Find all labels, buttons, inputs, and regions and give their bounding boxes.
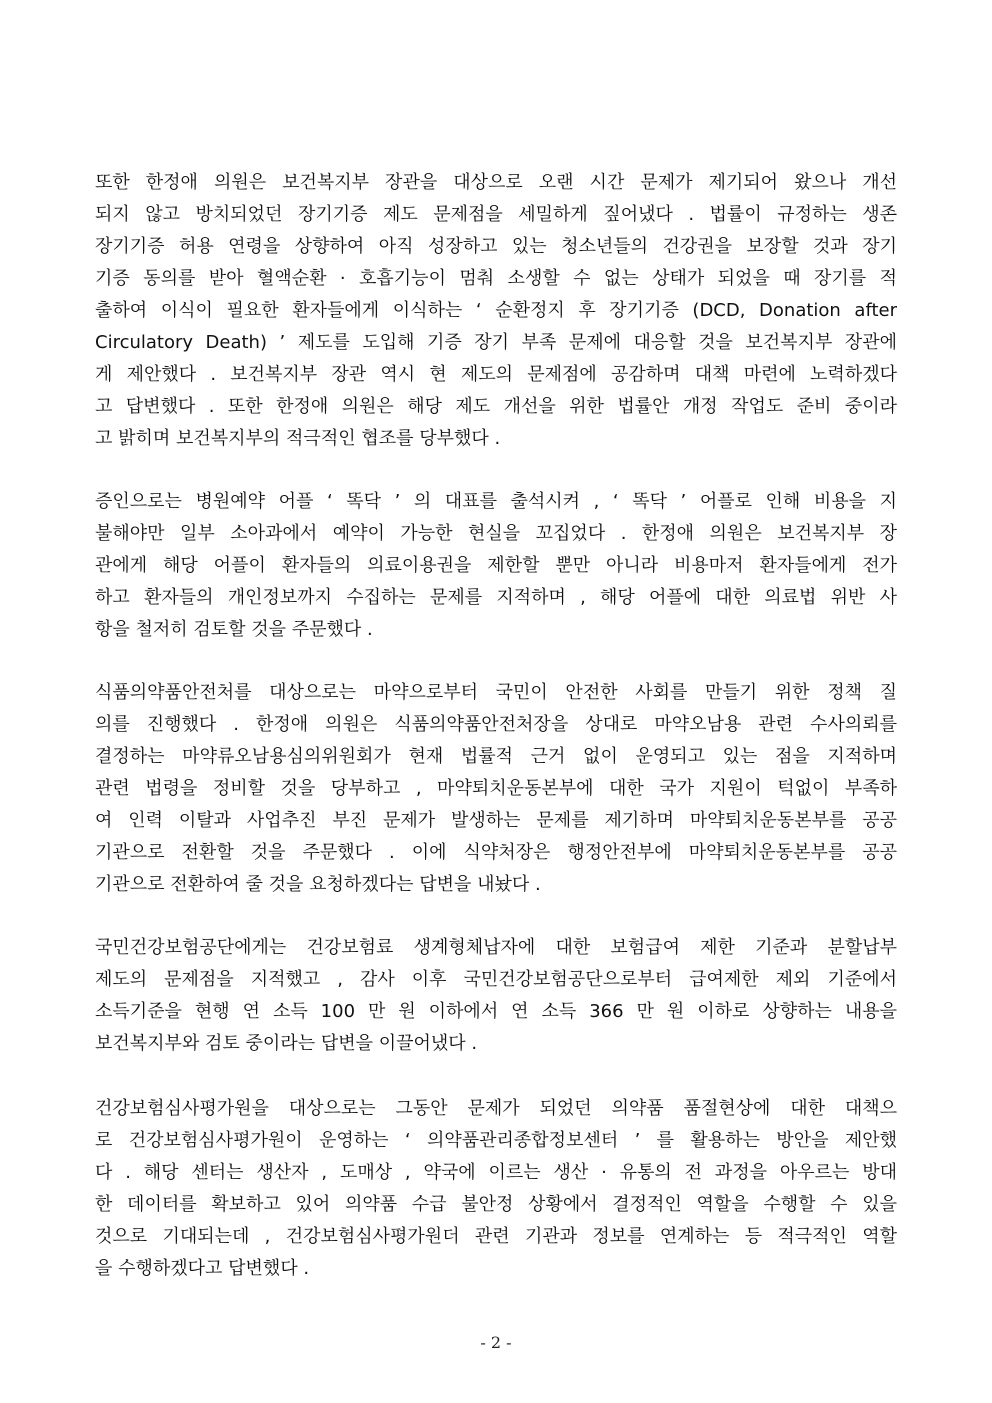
text-line: 관에게 해당 어플이 환자들의 의료이용권을 제한할 뿐만 아니라 비용마저 환자들에게 전가 (95, 555, 897, 576)
text-line: 건강보험심사평가원을 대상으로는 그동안 문제가 되었던 의약품 품절현상에 대한 대책으 (95, 1098, 897, 1119)
text-line: 고 밝히며 보건복지부의 적극적인 협조를 당부했다 . (95, 428, 501, 449)
text-line: 관련 법령을 정비할 것을 당부하고 , 마약퇴치운동본부에 대한 국가 지원이 턱없이 부족하 (95, 778, 897, 799)
text-line: 출하여 이식이 필요한 환자들에게 이식하는 ‘ 순환정지 후 장기기증 (DCD, Donation after (95, 300, 897, 321)
text-line: 의를 진행했다 . 한정애 의원은 식품의약품안전처장을 상대로 마약오남용 관련 수사의뢰를 (95, 714, 897, 735)
text-line: 되지 않고 방치되었던 장기기증 제도 문제점을 세밀하게 짚어냈다 . 법률이 규정하는 생존 (95, 204, 897, 225)
text-line: 고 답변했다 . 또한 한정애 의원은 해당 제도 개선을 위한 법률안 개정 작업도 준비 중이라 (95, 396, 897, 417)
text-line: 또한 한정애 의원은 보건복지부 장관을 대상으로 오랜 시간 문제가 제기되어 왔으나 개선 (95, 172, 897, 193)
text-line: 다 . 해당 센터는 생산자 , 도매상 , 약국에 이르는 생산 · 유통의 전 과정을 아우르는 방대 (95, 1162, 897, 1183)
text-line: 것으로 기대되는데 , 건강보험심사평가원더 관련 기관과 정보를 연계하는 등 적극적인 역할 (95, 1226, 897, 1247)
text-line: 한 데이터를 확보하고 있어 의약품 수급 불안정 상황에서 결정적인 역할을 수행할 수 있을 (95, 1194, 897, 1215)
text-line: 결정하는 마약류오남용심의위원회가 현재 법률적 근거 없이 운영되고 있는 점을 지적하며 (95, 746, 897, 767)
text-line: 로 건강보험심사평가원이 운영하는 ‘ 의약품관리종합정보센터 ’ 를 활용하는 방안을 제안했 (95, 1130, 897, 1151)
text-line: 증인으로는 병원예약 어플 ‘ 똑닥 ’ 의 대표를 출석시켜 , ‘ 똑닥 ’ 어플로 인해 비용을 지 (95, 491, 897, 512)
text-line: 하고 환자들의 개인정보까지 수집하는 문제를 지적하며 , 해당 어플에 대한 의료법 위반 사 (95, 587, 897, 608)
page-number: - 2 - (480, 1333, 512, 1352)
paragraph-drug-safety (95, 677, 897, 901)
text-line: 제도의 문제점을 지적했고 , 감사 이후 국민건강보험공단으로부터 급여제한 제외 기준에서 (95, 969, 897, 990)
text-line: 보건복지부와 검토 중이라는 답변을 이끌어냈다 . (95, 1033, 478, 1054)
text-line: 기증 동의를 받아 혈액순환 · 호흡기능이 멈춰 소생할 수 없는 상태가 되었을 때 장기를 적 (95, 268, 897, 289)
text-line: 을 수행하겠다고 답변했다 . (95, 1258, 310, 1279)
paragraph-hira (95, 1093, 897, 1285)
text-line: Circulatory Death) ’ 제도를 도입해 기증 장기 부족 문제에 대응할 것을 보건복지부 장관에 (95, 332, 897, 353)
text-line: 불해야만 일부 소아과에서 예약이 가능한 현실을 꼬집었다 . 한정애 의원은 보건복지부 장 (95, 523, 897, 544)
text-line: 항을 철저히 검토할 것을 주문했다 . (95, 619, 373, 640)
paragraph-ddocdoc-app (95, 486, 897, 646)
text-line: 장기기증 허용 연령을 상향하여 아직 성장하고 있는 청소년들의 건강권을 보장할 것과 장기 (95, 236, 897, 257)
text-line: 기관으로 전환할 것을 주문했다 . 이에 식약처장은 행정안전부에 마약퇴치운동본부를 공공 (95, 842, 897, 863)
text-line: 식품의약품안전처를 대상으로는 마약으로부터 국민이 안전한 사회를 만들기 위한 정책 질 (95, 682, 897, 703)
paragraph-health-insurance (95, 932, 897, 1060)
text-line: 여 인력 이탈과 사업추진 부진 문제가 발생하는 문제를 제기하며 마약퇴치운동본부를 공공 (95, 810, 897, 831)
text-line: 소득기준을 현행 연 소득 100 만 원 이하에서 연 소득 366 만 원 이하로 상향하는 내용을 (95, 1001, 897, 1022)
paragraph-organ-donation (95, 167, 897, 455)
text-line: 기관으로 전환하여 줄 것을 요청하겠다는 답변을 내놨다 . (95, 874, 541, 895)
text-line: 국민건강보험공단에게는 건강보험료 생계형체납자에 대한 보험급여 제한 기준과 분할납부 (95, 937, 897, 958)
text-line: 게 제안했다 . 보건복지부 장관 역시 현 제도의 문제점에 공감하며 대책 마련에 노력하겠다 (95, 364, 897, 385)
